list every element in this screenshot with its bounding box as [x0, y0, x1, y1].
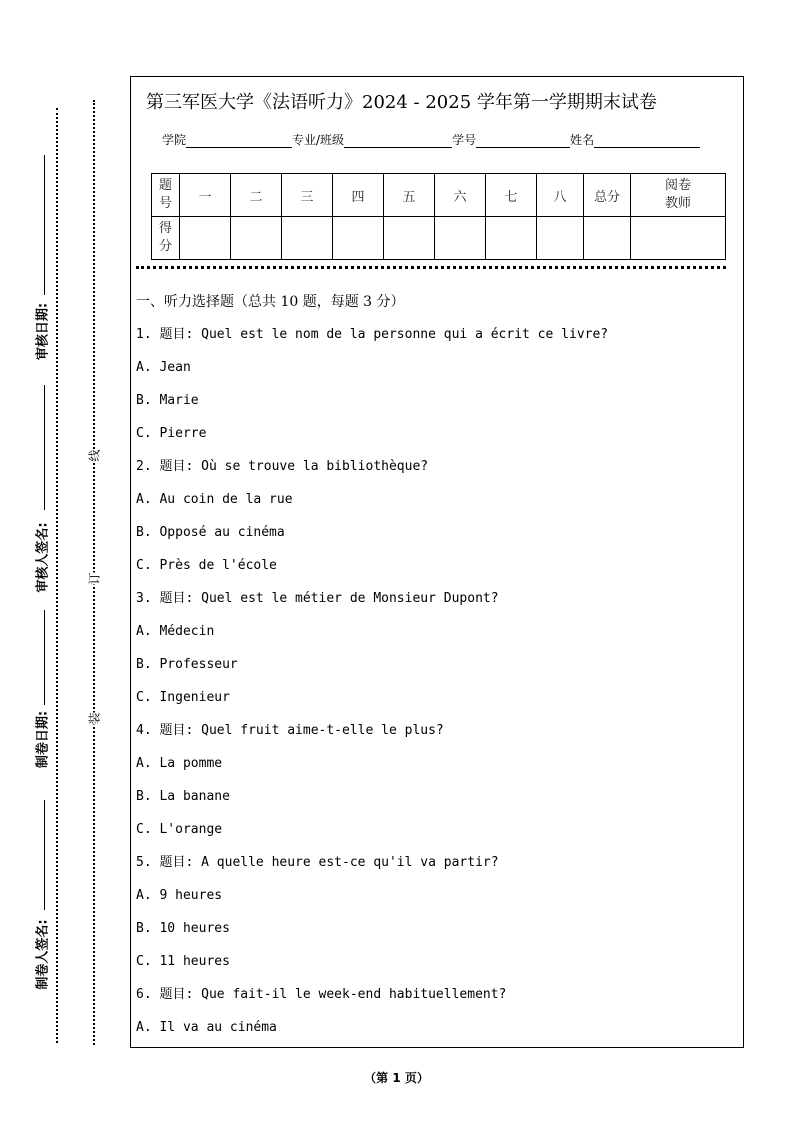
- answer-option: A. Au coin de la rue: [136, 492, 293, 507]
- score-cell[interactable]: [584, 217, 631, 260]
- answer-option: A. Il va au cinéma: [136, 1020, 277, 1035]
- score-col-4: 四: [333, 174, 384, 217]
- score-col-3: 三: [282, 174, 333, 217]
- answer-option: A. 9 heures: [136, 888, 223, 903]
- reviewer-sign-label: 审核人签名:: [35, 522, 51, 593]
- score-table-row2-label: 得分: [152, 217, 180, 260]
- name-field[interactable]: [594, 133, 700, 148]
- outer-dotted-line: [56, 108, 58, 1043]
- score-table: [151, 173, 726, 260]
- score-cell[interactable]: [384, 217, 435, 260]
- maker-sign-label: 制卷人签名:: [35, 919, 51, 990]
- college-label: 学院: [162, 133, 187, 147]
- make-date-line: [44, 610, 45, 705]
- score-table-row1-label: 题号: [152, 174, 180, 217]
- review-date-line: [44, 155, 45, 295]
- question-item: 1. 题目: Quel est le nom de la personne qui a écrit ce livre?: [136, 327, 609, 342]
- question-item: 6. 题目: Que fait-il le week-end habituellement?: [136, 987, 507, 1002]
- answer-option: A. La pomme: [136, 756, 223, 771]
- review-date-label: 审核日期:: [35, 302, 51, 361]
- score-cell[interactable]: [631, 217, 726, 260]
- answer-option: A. Médecin: [136, 624, 215, 639]
- binding-margin: [0, 0, 120, 1122]
- exam-title: 第三军医大学《法语听力》2024 - 2025 学年第一学期期末试卷: [146, 92, 657, 113]
- answer-option: C. Pierre: [136, 426, 207, 441]
- score-cell[interactable]: [231, 217, 282, 260]
- score-col-6: 六: [435, 174, 486, 217]
- score-col-5: 五: [384, 174, 435, 217]
- score-col-1: 一: [180, 174, 231, 217]
- student-id-label: 学号: [452, 133, 477, 147]
- page-footer: （第 1 页）: [364, 1071, 429, 1085]
- section-title: 一、听力选择题（总共 10 题，每题 3 分）: [136, 294, 405, 310]
- question-list: [136, 325, 736, 1051]
- answer-option: C. Près de l'école: [136, 558, 277, 573]
- major-label: 专业/班级: [292, 133, 345, 147]
- binding-char-order: 订: [87, 572, 102, 585]
- student-info-row: [162, 131, 700, 148]
- name-label: 姓名: [570, 133, 595, 147]
- answer-option: A. Jean: [136, 360, 191, 375]
- answer-option: C. Ingenieur: [136, 690, 230, 705]
- score-cell[interactable]: [282, 217, 333, 260]
- score-col-grader: 阅卷教师: [631, 174, 726, 217]
- question-item: 2. 题目: Où se trouve la bibliothèque?: [136, 459, 429, 474]
- question-item: 4. 题目: Quel fruit aime-t-elle le plus?: [136, 723, 444, 738]
- answer-option: B. Professeur: [136, 657, 238, 672]
- make-date-label: 制卷日期:: [35, 710, 51, 769]
- score-table-header-row: [152, 174, 726, 217]
- student-id-field[interactable]: [476, 133, 570, 148]
- score-cell[interactable]: [435, 217, 486, 260]
- score-col-7: 七: [486, 174, 537, 217]
- question-area: [136, 292, 736, 1051]
- answer-option: C. 11 heures: [136, 954, 230, 969]
- score-cell[interactable]: [333, 217, 384, 260]
- separator-dotted-line: [136, 266, 726, 269]
- score-col-8: 八: [537, 174, 584, 217]
- college-field[interactable]: [186, 133, 292, 148]
- answer-option: B. 10 heures: [136, 921, 230, 936]
- score-table-score-row: [152, 217, 726, 260]
- binding-char-line: 线: [87, 449, 102, 462]
- answer-option: C. L'orange: [136, 822, 223, 837]
- score-col-total: 总分: [584, 174, 631, 217]
- score-col-2: 二: [231, 174, 282, 217]
- binding-char-fix: 装: [87, 712, 102, 725]
- score-cell[interactable]: [537, 217, 584, 260]
- answer-option: B. Opposé au cinéma: [136, 525, 285, 540]
- question-item: 3. 题目: Quel est le métier de Monsieur Dupont?: [136, 591, 499, 606]
- reviewer-sign-line: [44, 385, 45, 510]
- answer-option: B. La banane: [136, 789, 230, 804]
- answer-option: B. Marie: [136, 393, 199, 408]
- major-field[interactable]: [344, 133, 452, 148]
- maker-sign-line: [44, 800, 45, 910]
- question-item: 5. 题目: A quelle heure est-ce qu'il va partir?: [136, 855, 499, 870]
- score-cell[interactable]: [486, 217, 537, 260]
- score-cell[interactable]: [180, 217, 231, 260]
